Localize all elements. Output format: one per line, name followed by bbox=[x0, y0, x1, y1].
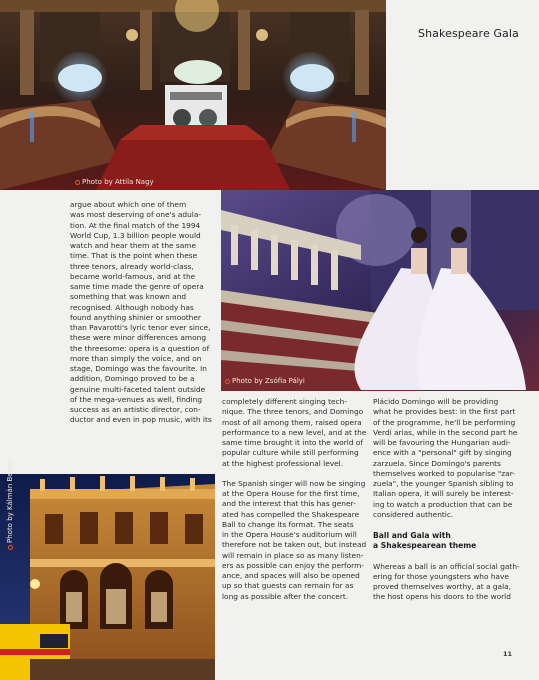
text-line: will remain in place so as many listen- bbox=[222, 550, 364, 560]
text-column-2 bbox=[222, 397, 372, 602]
hall-photo-credit bbox=[75, 178, 154, 186]
col3-subheading bbox=[373, 531, 535, 552]
text-line: ence with a "personal" gift by singing bbox=[373, 448, 512, 458]
text-line: tion. At the final match of the 1994 bbox=[70, 220, 201, 230]
text-line: and the interest that this has gener- bbox=[222, 499, 356, 509]
text-line: became world-famous, and at the bbox=[70, 271, 196, 281]
text-column-1 bbox=[70, 200, 220, 426]
text-line: of the programme, he'll be performing bbox=[373, 417, 516, 427]
camera-icon bbox=[225, 379, 230, 384]
text-line: time. That is the point when these bbox=[70, 251, 198, 261]
text-line: proved themselves worthy, at a gala, bbox=[373, 582, 512, 591]
text-line: what he provides best: in the first part bbox=[373, 407, 516, 417]
text-line: will be favouring the Hungarian audi- bbox=[373, 438, 511, 447]
hall-photo-credit-text: Photo by Attila Nagy bbox=[82, 178, 154, 186]
text-line: the host opens his doors to the world bbox=[373, 592, 511, 602]
text-line: at the highest professional level. bbox=[222, 458, 344, 468]
hall-staircase-photo bbox=[0, 0, 386, 190]
text-line: long as possible after the concert. bbox=[222, 591, 349, 601]
opera-house-photo-credit bbox=[6, 459, 14, 550]
text-line: Plácido Domingo will be providing bbox=[373, 397, 499, 406]
col2-paragraph-2 bbox=[222, 479, 372, 602]
text-line: in the Opera House's auditorium will bbox=[222, 530, 357, 539]
text-line: popular culture while still performing bbox=[222, 448, 359, 458]
opera-house-photo bbox=[0, 474, 215, 680]
ballerinas-photo-credit-text: Photo by Zsófia Pályi bbox=[232, 377, 305, 385]
text-line: these were minor differences among bbox=[70, 333, 207, 343]
opera-house-photo-credit-text: Photo by Kálmán Benny bbox=[6, 459, 14, 543]
text-line: found anything shinier or smoother bbox=[70, 312, 201, 322]
camera-icon bbox=[75, 180, 80, 185]
opera-house-image bbox=[0, 474, 215, 680]
text-line: nique. The three tenors, and Domingo bbox=[222, 407, 364, 417]
text-line: ering for those youngsters who have bbox=[373, 571, 509, 581]
text-line: argue about which one of them bbox=[70, 200, 187, 209]
text-line: zarzuela. Since Domingo's parents bbox=[373, 458, 501, 468]
ballerinas-photo-credit bbox=[225, 377, 305, 385]
text-line: themselves worked to popularise "zar- bbox=[373, 468, 515, 478]
page-number: 11 bbox=[503, 650, 513, 658]
col1-paragraph bbox=[70, 200, 220, 426]
text-line: than Pavarotti's lyric tenor ever since, bbox=[70, 323, 211, 332]
text-line: watch and hear them at the same bbox=[70, 241, 197, 250]
text-line: ance, and spaces will also be opened bbox=[222, 571, 360, 580]
camera-icon bbox=[8, 545, 13, 550]
text-line: Verdi arias, while in the second part he bbox=[373, 427, 518, 437]
text-line: a Shakespearean theme bbox=[373, 541, 477, 551]
section-title: Shakespeare Gala bbox=[418, 27, 519, 40]
hall-staircase-image bbox=[0, 0, 386, 190]
text-line: addition, Domingo proved to be a bbox=[70, 374, 195, 384]
text-line: most of all among them, raised opera bbox=[222, 417, 362, 427]
text-line: completely different singing tech- bbox=[222, 397, 347, 406]
text-line: zuela", the younger Spanish sibling to bbox=[373, 479, 514, 488]
text-line: ing to watch a production that can be bbox=[373, 499, 513, 509]
text-line: more than simply the voice, and on bbox=[70, 353, 202, 363]
ballerinas-photo bbox=[221, 190, 539, 391]
text-line: ers as possible can enjoy the perform- bbox=[222, 560, 364, 570]
text-line: genuine multi-faceted talent outside bbox=[70, 384, 206, 394]
text-line: Ball to change its format. The seats bbox=[222, 519, 354, 529]
text-line: considered authentic. bbox=[373, 509, 454, 519]
text-line: recognised. Although nobody has bbox=[70, 302, 194, 312]
text-line: performance to a new level, and at the bbox=[222, 427, 367, 437]
text-column-3 bbox=[373, 397, 535, 603]
text-line: therefore not be taken out, but instead bbox=[222, 540, 367, 550]
text-line: success as an artistic director, con- bbox=[70, 405, 201, 414]
text-line: of the mega-venues as well, finding bbox=[70, 394, 203, 404]
text-line: same time brought it into the world of bbox=[222, 438, 364, 447]
text-line: something that was known and bbox=[70, 292, 187, 302]
text-line: Italian opera, it will surely be interest- bbox=[373, 489, 514, 499]
text-line: at the Opera House for the first time, bbox=[222, 489, 360, 498]
text-line: The Spanish singer will now be singing bbox=[222, 478, 366, 488]
text-line: same time made the genre of opera bbox=[70, 282, 204, 291]
col3-paragraph-1 bbox=[373, 397, 535, 520]
ballerinas-image bbox=[221, 190, 539, 391]
col2-paragraph-1 bbox=[222, 397, 372, 469]
text-line: World Cup, 1.3 billion people would bbox=[70, 230, 201, 240]
col3-paragraph-2 bbox=[373, 562, 535, 603]
text-line: ductor and even in pop music, with its bbox=[70, 415, 212, 425]
text-line: was most deserving of one's adula- bbox=[70, 210, 202, 220]
text-line: Ball and Gala with bbox=[373, 531, 451, 540]
text-line: ated has compelled the Shakespeare bbox=[222, 509, 360, 519]
text-line: three tenors, already world-class, bbox=[70, 261, 194, 271]
text-line: Whereas a ball is an official social gath- bbox=[373, 561, 520, 571]
text-line: stage, Domingo was the favourite. In bbox=[70, 364, 207, 373]
text-line: up so that guests can remain for as bbox=[222, 581, 354, 591]
text-line: the threesome: opera is a question of bbox=[70, 343, 210, 353]
